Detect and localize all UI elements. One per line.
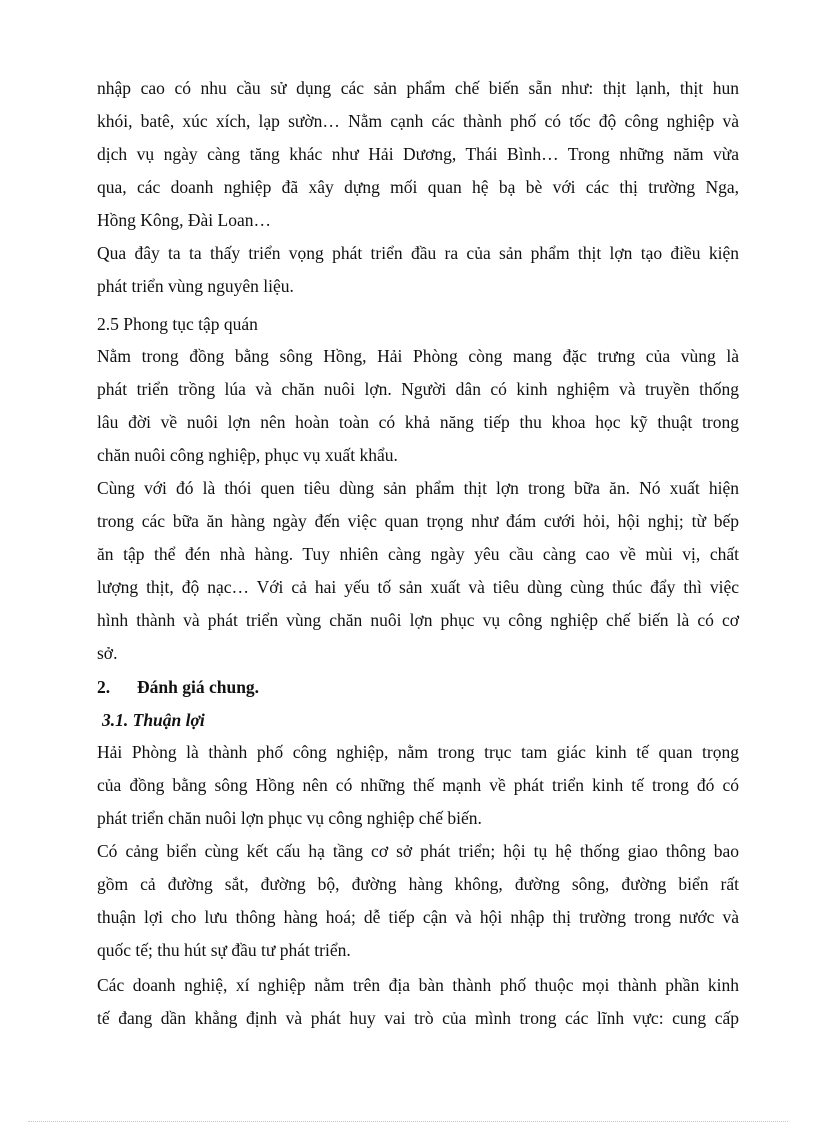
paragraph-4-line-4: lượng thịt, độ nạc… Với cả hai yếu tố sản xuất và tiêu dùng cùng thúc đẩy thì việc: [97, 577, 739, 597]
paragraph-6-line-4: quốc tế; thu hút sự đầu tư phát triển.: [97, 940, 351, 960]
paragraph-4-line-5: hình thành và phát triển vùng chăn nuôi lợn phục vụ công nghiệp chế biến là có cơ: [97, 610, 739, 630]
section-2-number: 2.: [97, 677, 111, 697]
paragraph-3-line-3: lâu đời về nuôi lợn nên hoàn toàn có khả năng tiếp thu khoa học kỹ thuật trong: [97, 412, 739, 432]
section-2-title: Đánh giá chung.: [137, 677, 260, 697]
paragraph-5-line-2: của đồng bằng sông Hồng nên có những thế mạnh về phát triển kinh tế trong đó có: [97, 775, 739, 795]
paragraph-1-line-4: qua, các doanh nghiệp đã xây dựng mối quan hệ bạ bè với các thị trường Nga,: [97, 177, 739, 197]
paragraph-4-line-3: ăn tập thể đén nhà hàng. Tuy nhiên càng ngày yêu cầu càng cao về mùi vị, chất: [97, 544, 739, 564]
paragraph-5-line-3: phát triển chăn nuôi lợn phục vụ công nghiệp chế biến.: [97, 808, 482, 828]
paragraph-2-line-1: Qua đây ta ta thấy triển vọng phát triển đầu ra của sản phẩm thịt lợn tạo điều kiện: [97, 243, 739, 263]
section-2-heading: [97, 671, 739, 704]
paragraph-3-line-4: chăn nuôi công nghiệp, phục vụ xuất khẩu.: [97, 445, 398, 465]
paragraph-1-line-1: nhập cao có nhu cầu sử dụng các sản phẩm chế biến sẵn như: thịt lạnh, thịt hun: [97, 78, 739, 98]
paragraph-3-line-2: phát triển trồng lúa và chăn nuôi lợn. Người dân có kinh nghiệm và truyền thống: [97, 379, 739, 399]
paragraph-6-line-1: Có cảng biển cùng kết cấu hạ tầng cơ sở phát triển; hội tụ hệ thống giao thông bao: [97, 841, 739, 861]
paragraph-6-line-3: thuận lợi cho lưu thông hàng hoá; dễ tiếp cận và hội nhập thị trường trong nước và: [97, 907, 739, 927]
paragraph-7-line-2: tế đang dần khẳng định và phát huy vai trò của mình trong các lĩnh vực: cung cấp: [97, 1008, 739, 1028]
page-bottom-divider: [28, 1121, 788, 1122]
section-2-5-heading: 2.5 Phong tục tập quán: [97, 314, 258, 334]
section-3-1-heading: 3.1. Thuận lợi: [102, 710, 205, 730]
paragraph-4-line-6: sở.: [97, 643, 118, 663]
paragraph-6-line-2: gồm cả đường sắt, đường bộ, đường hàng không, đường sông, đường biển rất: [97, 874, 739, 894]
paragraph-7-line-1: Các doanh nghiệ, xí nghiệp nằm trên địa bàn thành phố thuộc mọi thành phần kinh: [97, 975, 739, 995]
paragraph-1-line-3: dịch vụ ngày càng tăng khác như Hải Dương, Thái Bình… Trong những năm vừa: [97, 144, 739, 164]
paragraph-2-line-2: phát triển vùng nguyên liệu.: [97, 276, 294, 296]
paragraph-4-line-1: Cùng với đó là thói quen tiêu dùng sản phẩm thịt lợn trong bữa ăn. Nó xuất hiện: [97, 478, 739, 498]
paragraph-1-line-5: Hồng Kông, Đài Loan…: [97, 210, 272, 230]
paragraph-3-line-1: Nằm trong đồng bằng sông Hồng, Hải Phòng còng mang đặc trưng của vùng là: [97, 346, 739, 366]
paragraph-1-line-2: khói, batê, xúc xích, lạp sườn… Nằm cạnh các thành phố có tốc độ công nghiệp và: [97, 111, 739, 131]
paragraph-4-line-2: trong các bữa ăn hàng ngày đến việc quan trọng như đám cưới hỏi, hội nghị; từ bếp: [97, 511, 739, 531]
paragraph-5-line-1: Hải Phòng là thành phố công nghiệp, nằm trong trục tam giác kinh tế quan trọng: [97, 742, 739, 762]
